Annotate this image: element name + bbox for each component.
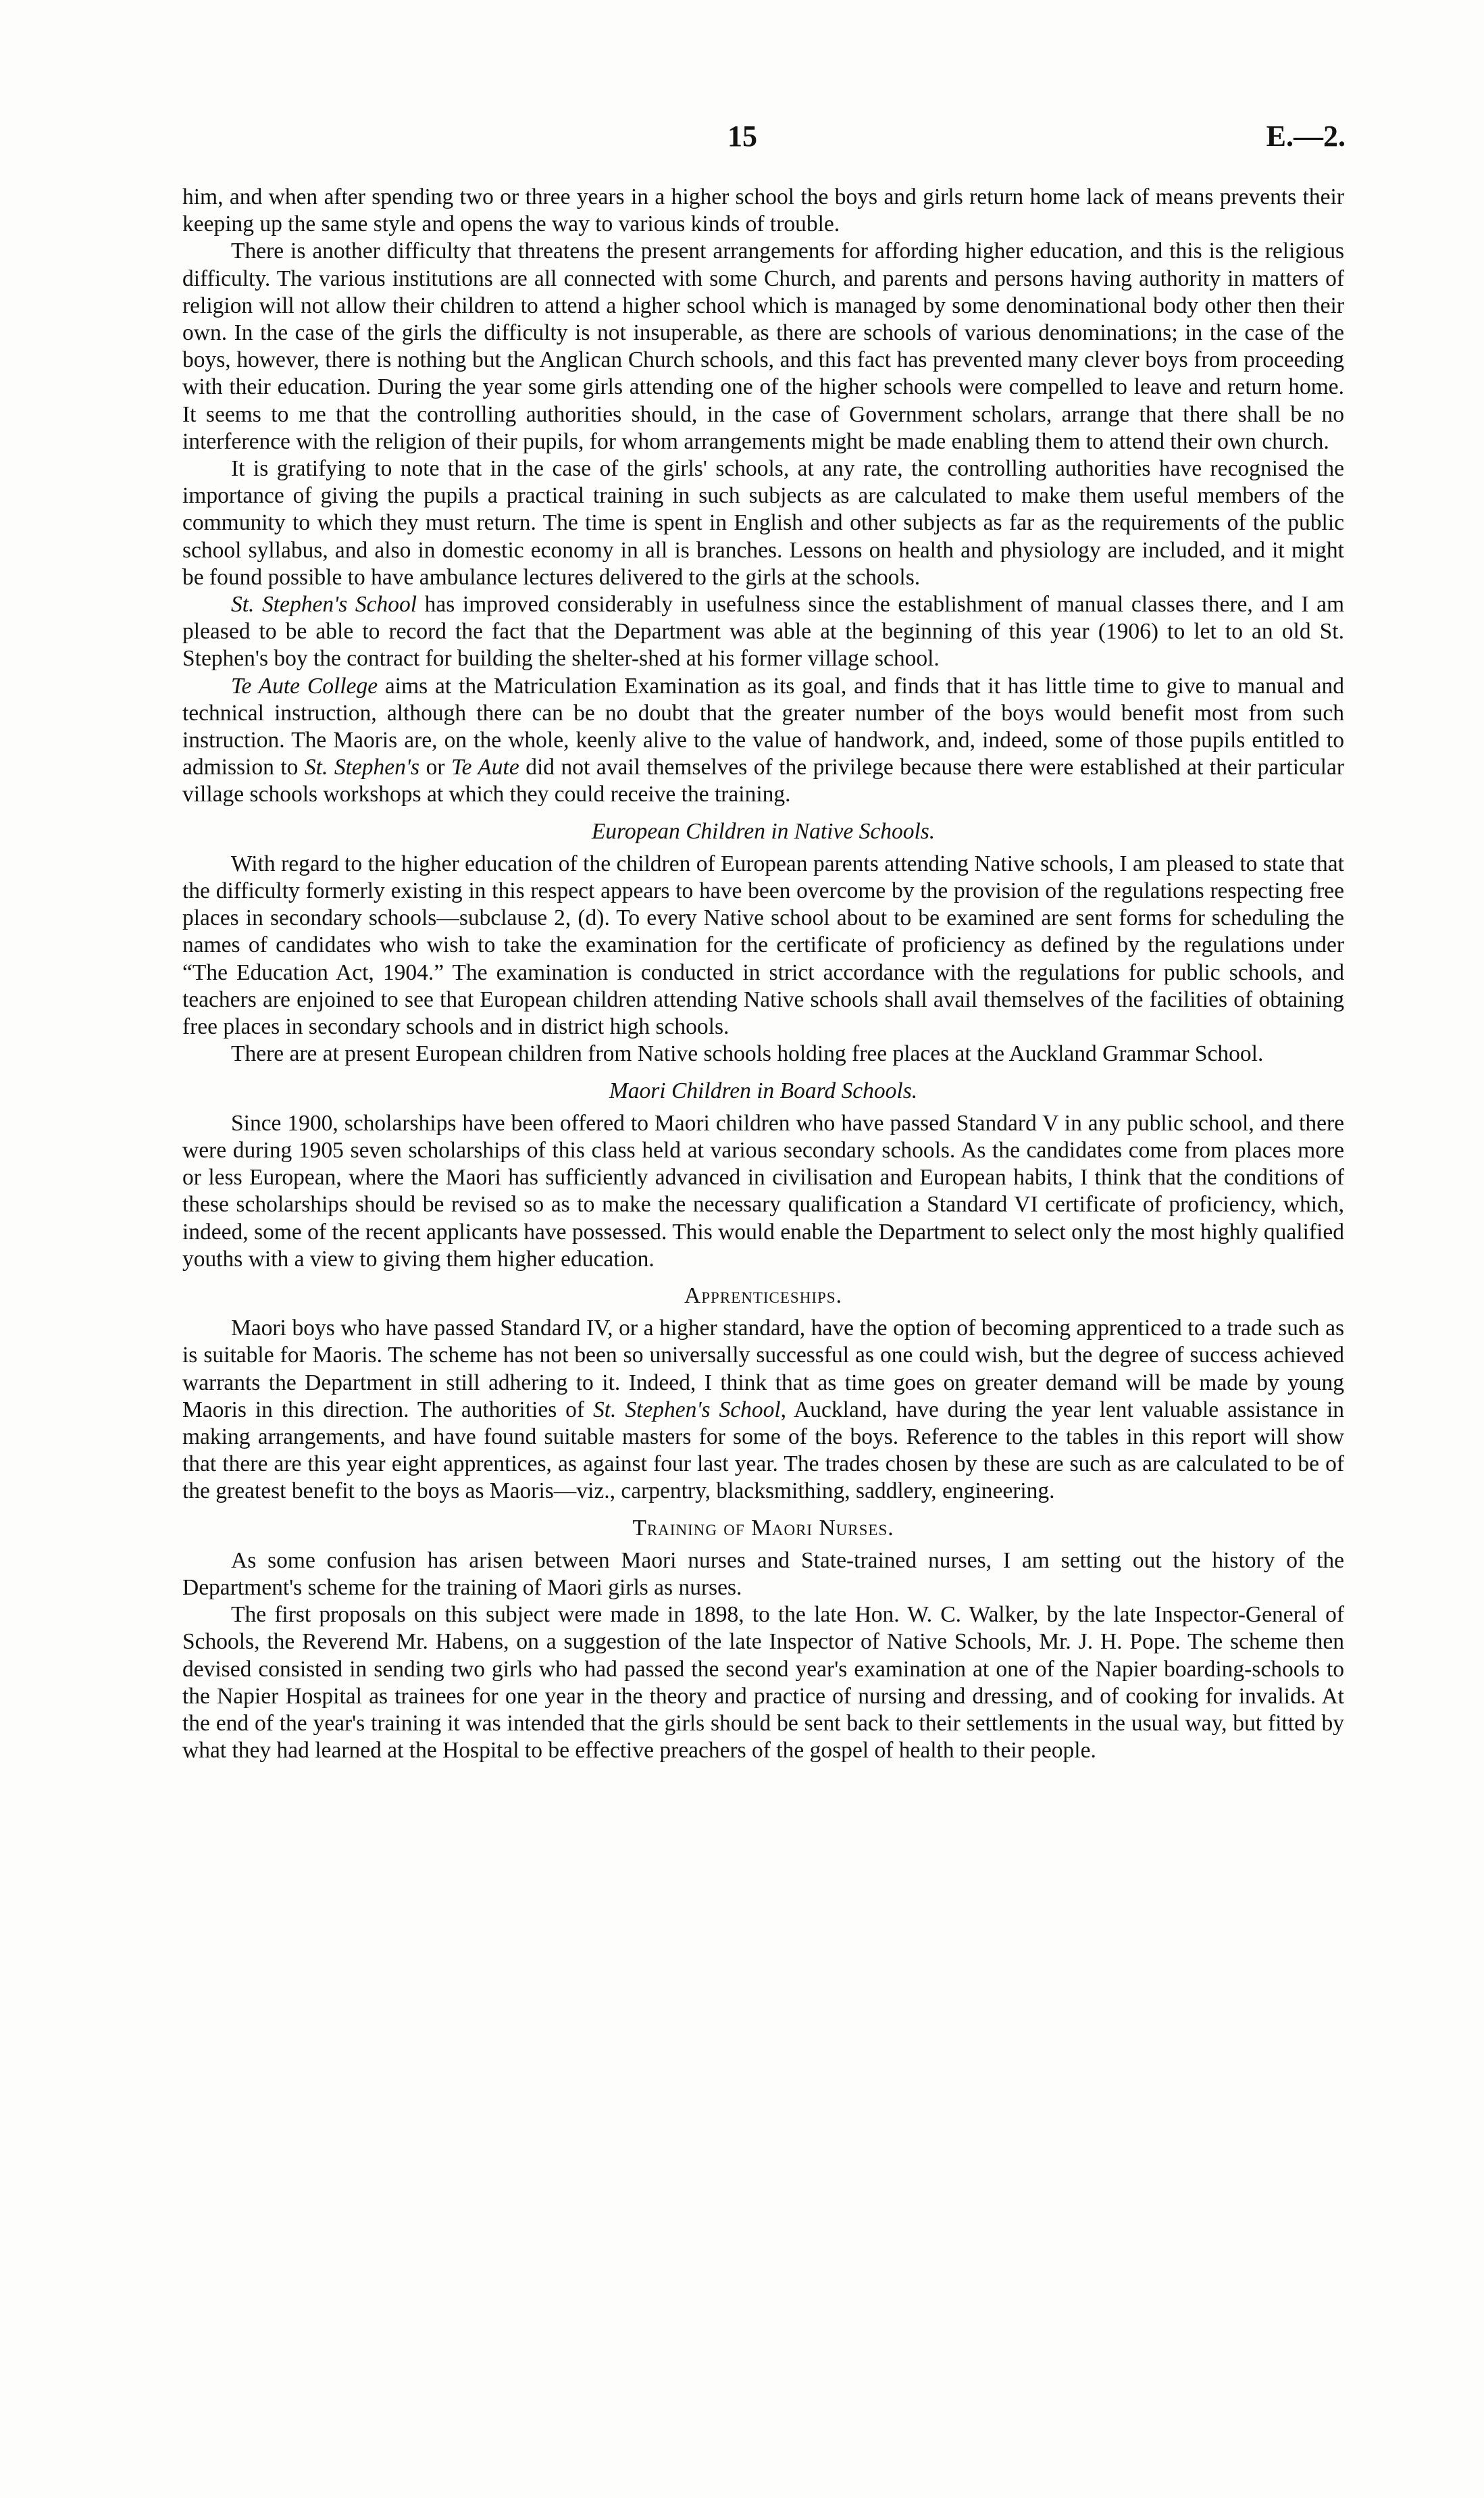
paragraph bbox=[182, 1315, 1344, 1505]
italic-school-name: St. Stephen's School bbox=[592, 1397, 781, 1422]
paragraph-text: aims at the Matriculation Examination as its goal, and finds that it has little time to give to manual and technical instruction, although there can be no doubt that the greater number of the boys would benefit most from such instruction. The Maoris are, on the whole, keenly alive to the value of handwork, and, indeed, some of those pupils entitled to admission to bbox=[182, 673, 1344, 780]
page-number: 15 bbox=[727, 120, 757, 153]
series-code: E.—2. bbox=[1266, 120, 1346, 153]
paragraph: The first proposals on this subject were made in 1898, to the late Hon. W. C. Walker, by the late Inspector-General of Schools, the Reverend Mr. Habens, on a suggestion of the late Inspector of Native Schools, Mr. J. H. Pope. The scheme then devised consisted in sending two girls who had passed the second year's examination at one of the Napier boarding-schools to the Napier Hospital as trainees for one year in the theory and practice of nursing and dressing, and of cooking for invalids. At the end of the year's training it was intended that the girls should be sent back to their settlements in the usual way, but fitted by what they had learned at the Hospital to be effective preachers of the gospel of health to their people. bbox=[182, 1602, 1344, 1764]
section-heading-maori-nurses: Training of Maori Nurses. bbox=[632, 1515, 894, 1541]
paragraph bbox=[182, 591, 1344, 673]
paragraph bbox=[182, 673, 1344, 809]
section-heading-european-children: European Children in Native Schools. bbox=[591, 818, 936, 844]
paragraph: Since 1900, scholarships have been offered to Maori children who have passed Standard V in any public school, and there were during 1905 seven scholarships of this class held at various secondary schools. As the candidates come from places more or less European, where the Maori has sufficiently advanced in civilisation and European habits, I think that the conditions of these scholarships should be revised so as to make the necessary qualification a Standard VI certificate of proficiency, which, indeed, some of the recent applicants have possessed. This would enable the Department to select only the most highly qualified youths with a view to giving them higher education. bbox=[182, 1110, 1344, 1272]
italic-school-name: Te Aute College bbox=[231, 673, 378, 699]
paragraph: As some confusion has arisen between Maori nurses and State-trained nurses, I am setting out the history of the Department's scheme for the training of Maori girls as nurses. bbox=[182, 1547, 1344, 1600]
paragraph: There is another difficulty that threatens the present arrangements for affording higher education, and this is the religious difficulty. The various institutions are all connected with some Church, and parents and persons having authority in matters of religion will not allow their children to attend a higher school which is managed by some denominational body other then their own. In the case of the girls the difficulty is not insuperable, as there are schools of various denominations; in the case of the boys, however, there is nothing but the Anglican Church schools, and this fact has prevented many clever boys from proceeding with their education. During the year some girls attending one of the higher schools were compelled to leave and return home. It seems to me that the controlling authorities should, in the case of Government scholars, arrange that there shall be no interference with the religion of their pupils, for whom arrangements might be made enabling them to attend their own church. bbox=[182, 239, 1344, 454]
italic-school-name: St. Stephen's bbox=[304, 755, 420, 780]
italic-school-name: St. Stephen's School bbox=[231, 592, 417, 618]
paragraph-text: did not avail themselves of the privilege because there were established at their particular village schools workshops at which they could receive the training. bbox=[182, 755, 1344, 807]
section-heading-apprenticeships: Apprenticeships. bbox=[684, 1282, 842, 1308]
section-heading-maori-board-schools: Maori Children in Board Schools. bbox=[609, 1078, 918, 1103]
paragraph-text: Maori boys who have passed Standard IV, or a higher standard, have the option of becoming apprenticed to a trade such as is suitable for Maoris. The scheme has not been so universally successful as one could wish, but the degree of success achieved warrants the Department in still adhering to it. Indeed, I think that as time goes on greater demand will be made by young Maoris in this direction. The authorities of bbox=[182, 1316, 1344, 1422]
paragraph: him, and when after spending two or three years in a higher school the boys and girls return home lack of means prevents their keeping up the same style and opens the way to various kinds of trouble. bbox=[182, 184, 1344, 237]
paragraph: It is gratifying to note that in the case of the girls' schools, at any rate, the controlling authorities have recognised the importance of giving the pupils a practical training in such subjects as are calculated to make them useful members of the community to which they must return. The time is spent in English and other subjects as far as the requirements of the public school syllabus, and also in domestic economy in all is branches. Lessons on health and physiology are included, and it might be found possible to have ambulance lectures delivered to the girls at the schools. bbox=[182, 456, 1344, 590]
page-header bbox=[0, 119, 1484, 159]
paragraph: There are at present European children from Native schools holding free places at the Auckland Grammar School. bbox=[231, 1041, 1264, 1067]
italic-school-name: Te Aute bbox=[451, 755, 519, 780]
paragraph-text: or bbox=[419, 755, 452, 780]
document-body bbox=[182, 184, 1344, 1764]
paragraph-text: has improved considerably in usefulness since the establishment of manual classes there, and I am pleased to be able to record the fact that the Department was able at the beginning of this year (1906) to let to an old St. Stephen's boy the contract for building the shelter-shed at his former village school. bbox=[182, 592, 1344, 672]
paragraph: With regard to the higher education of the children of European parents attending Native schools, I am pleased to state that the difficulty formerly existing in this respect appears to have been overcome by the provision of the regulations respecting free places in secondary schools—subclause 2, (d). To every Native school about to be examined are sent forms for scheduling the names of candidates who wish to take the examination for the certificate of proficiency as defined by the regulations under “The Education Act, 1904.” The examination is conducted in strict accordance with the regulations for public schools, and teachers are enjoined to see that European children attending Native schools shall avail themselves of the facilities of obtaining free places in secondary schools and in district high schools. bbox=[182, 851, 1344, 1040]
paragraph-text: , Auckland, have during the year lent valuable assistance in making arrangements, and have found suitable masters for some of the boys. Reference to the tables in this report will show that there are this year eight apprentices, as against four last year. The trades chosen by these are such as are calculated to be of the greatest benefit to the boys as Maoris—viz., carpentry, blacksmithing, saddlery, engineering. bbox=[182, 1397, 1344, 1504]
